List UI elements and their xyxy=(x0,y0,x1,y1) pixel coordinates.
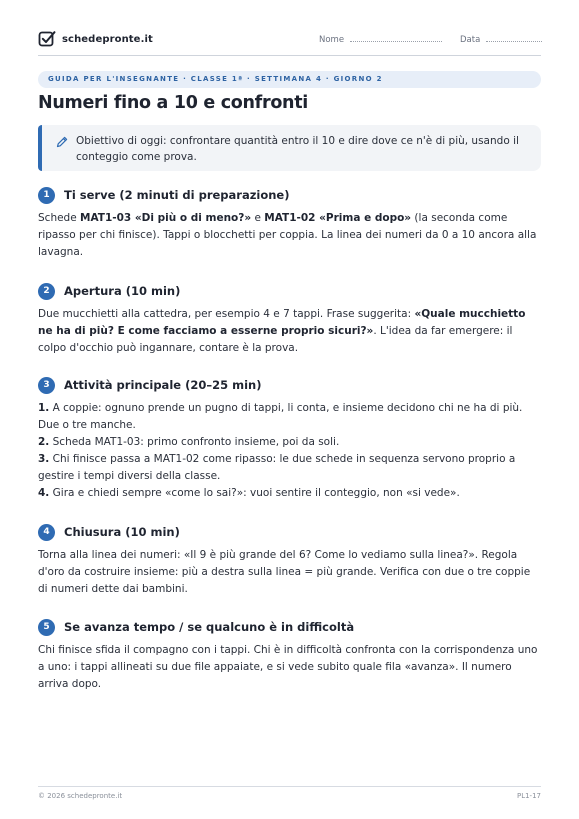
section-opening xyxy=(38,282,541,357)
section-body: Schede MAT1-03 «Di più o di meno?» e MAT1-02 «Prima e dopo» (la seconda come ripasso per chi finisce). Tappi o blocchetti per coppia. La linea dei numeri da 0 a 10 ancora alla lavagna. xyxy=(38,212,537,258)
section-title: Se avanza tempo / se qualcuno è in difficoltà xyxy=(64,620,355,634)
brand-name: schedepronte.it xyxy=(62,33,153,45)
list-item: 2. Scheda MAT1-03: primo confronto insieme, poi da soli. xyxy=(38,436,340,448)
name-blank xyxy=(350,35,442,42)
brand-logo xyxy=(38,30,153,48)
section-number-badge: 4 xyxy=(38,524,55,541)
name-field xyxy=(319,35,442,45)
list-item: 4. Gira e chiedi sempre «come lo sai?»: vuoi sentire il conteggio, non «si vede». xyxy=(38,487,460,499)
section-materials xyxy=(38,186,541,261)
section-body xyxy=(38,400,541,502)
date-blank xyxy=(486,35,542,42)
goal-text: Obiettivo di oggi: confrontare quantità entro il 10 e dire dove ce n'è di più, usando il conteggio come prova. xyxy=(76,135,519,163)
page-title: Numeri fino a 10 e confronti xyxy=(38,93,308,113)
sheet-code: PL1-17 xyxy=(516,792,541,800)
copyright-text: © 2026 schedepronte.it xyxy=(38,792,123,800)
section-body: Chi finisce sfida il compagno con i tappi. Chi è in difficoltà confronta con la corrispondenza uno a uno: i tappi allineati su due file appaiate, e si vede subito quale fila «avanza». Il numero arriva dopo. xyxy=(38,644,538,690)
page-header xyxy=(38,30,541,56)
section-title: Chiusura (10 min) xyxy=(64,525,180,539)
section-number-badge: 2 xyxy=(38,283,55,300)
section-title: Attività principale (20–25 min) xyxy=(64,378,262,392)
section-number-badge: 5 xyxy=(38,619,55,636)
guide-kicker: GUIDA PER L'INSEGNANTE · CLASSE 1ª · SETTIMANA 4 · GIORNO 2 xyxy=(38,71,541,88)
list-item: 3. Chi finisce passa a MAT1-02 come ripasso: le due schede in sequenza servono proprio a gestire i tempi diversi della classe. xyxy=(38,453,516,482)
date-field xyxy=(460,35,542,45)
list-item: 1. A coppie: ognuno prende un pugno di tappi, li conta, e insieme decidono chi ne ha di più. Due o tre manche. xyxy=(38,402,523,431)
section-main-activity xyxy=(38,376,541,502)
section-title: Apertura (10 min) xyxy=(64,284,181,298)
date-label: Data xyxy=(460,35,481,45)
page-footer xyxy=(38,786,541,800)
section-number-badge: 1 xyxy=(38,187,55,204)
section-number-badge: 3 xyxy=(38,377,55,394)
checkbox-icon xyxy=(38,30,56,48)
section-body: Due mucchietti alla cattedra, per esempio 4 e 7 tappi. Frase suggerita: «Quale mucchietto ne ha di più? E come facciamo a esserne proprio sicuri?». L'idea da far emergere: il colpo d'occhio può ingannare, contare è la prova. xyxy=(38,308,526,354)
section-extra-time xyxy=(38,618,541,693)
section-body: Torna alla linea dei numeri: «Il 9 è più grande del 6? Come lo vediamo sulla linea?». Regola d'oro da costruire insieme: più a destra sulla linea = più grande. Verifica con due o tre coppie di numeri dette dai bambini. xyxy=(38,549,531,595)
goal-callout xyxy=(38,125,541,171)
name-label: Nome xyxy=(319,35,345,45)
pencil-icon xyxy=(56,136,68,148)
section-title: Ti serve (2 minuti di preparazione) xyxy=(64,188,290,202)
section-closing xyxy=(38,523,541,598)
